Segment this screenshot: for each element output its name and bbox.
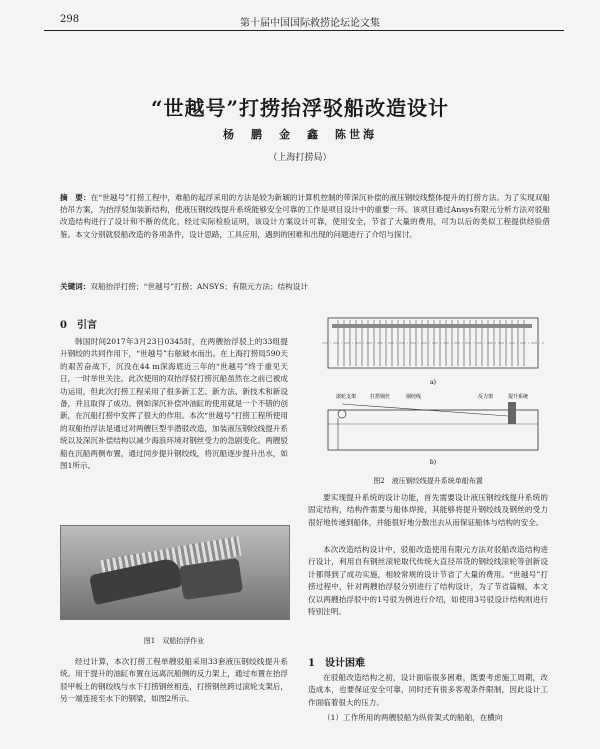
affiliation: （上海打捞局） bbox=[268, 153, 332, 163]
sub-label-a: a) bbox=[430, 379, 436, 386]
right-paragraph-1: 要实现提升系统的设计功能，首先需要设计液压钢绞线提升系统的固定结构，结构件需要与船体焊接，其能够将提升钢绞线及钢丝的受力很好地传递到船体，并能很好地分散出去从而保证船体与结构的安全。 bbox=[308, 493, 548, 527]
label-strand: 钢绞线 bbox=[406, 394, 422, 400]
page-number: 298 bbox=[60, 14, 80, 25]
section-1-paragraph-1: 在驳船改造结构之初，设计面临很多困难，既要考虑施工周期，改造成本，也要保证安全可靠，同时还有很多客观条件限制，因此设计工作面临着很大的压力。 bbox=[308, 673, 548, 707]
keywords-label: 关键词： bbox=[60, 282, 91, 291]
figure-2-svg bbox=[318, 312, 548, 472]
figure-2-caption: 图2 液压钢绞线提升系统单船布置 bbox=[373, 477, 483, 485]
reaction-frame-plan bbox=[332, 324, 532, 328]
figure-2-drawing bbox=[318, 312, 548, 472]
section-1-paragraph-2: （1）工作所用的两艘驳船为纵骨架式的船舶，在横向 bbox=[323, 713, 503, 722]
figure-1-photo bbox=[60, 525, 290, 620]
header-divider bbox=[44, 30, 564, 31]
barge-hull bbox=[179, 558, 243, 600]
running-title: 第十届中国国际救捞论坛论文集 bbox=[240, 18, 380, 29]
roller-wheel bbox=[338, 410, 346, 418]
label-salvage-wire: 打捞钢丝 bbox=[370, 394, 391, 400]
figure-1-caption: 图1 双船抬浮作业 bbox=[143, 637, 205, 645]
section-1-title: 1 设计困难 bbox=[308, 658, 365, 669]
section-0-paragraph-1: 韩国时间2017年3月23日0345时，在两艘抬浮驳上的33组提升钢绞的共同作用下，“世越号”右舷破水而出。在上海打捞局590天的艰苦奋战下，沉没在44 m深海底近三年的“世越号”终于重见天日，一时举世关注。此次使用的双抬浮驳打捞沉船虽然在之前已被成功运用，但此次打捞工程采用了很多新工艺、新方法、新技术和新设备，并且取得了成功。例如深沉补偿冲油缸的使用就是一个不错的创新，在沉船打捞中发挥了很大的作用。本次“世越号”打捞工程所使用的双船抬浮法是通过对两艘巨型半潜驳改造，加装液压钢绞线提升系统以及深沉补偿结构以减少海浪环境对钢丝受力的急剧变化。两艘驳船在沉船两侧布置，通过同步提升钢绞线，将沉船逐步提升出水，如图1所示。 bbox=[60, 337, 288, 471]
label-reaction-frame: 反力架 bbox=[478, 394, 494, 400]
label-roller-bracket: 滚轮支架 bbox=[336, 394, 357, 400]
section-0-paragraph-2: 经过计算，本次打捞工程单艘驳船采用33套液压钢绞线提升系统。用于提升的油缸布置在远离沉船侧的反力架上，通过布置在抬浮驳甲板上的钢绞线与水下打捞钢丝相连，打捞钢丝跨过滚轮支架后，另一端连接至水下的钢梁，如图2所示。 bbox=[60, 657, 288, 704]
paper-title: “世越号”打捞抬浮驳船改造设计 bbox=[150, 96, 449, 120]
abstract-label: 摘 要： bbox=[60, 193, 91, 202]
right-paragraph-2: 本次改造结构设计中，驳船改造使用有限元方法对驳船改造结构进行设计，利用自有钢丝滚轮取代传统大直径吊货的钢绞线滚轮等创新设计都得到了成功实施，相较常规的设计节省了大量的费用。“世越号”打捞过程中，针对两艘抬浮驳分别进行了结构设计，为了节省篇幅，本文仅以两艘抬浮驳中的1号驳为例进行介绍，如使用3号驳设计结构则进行特别注明。 bbox=[308, 545, 548, 617]
abstract bbox=[60, 192, 550, 241]
authors: 杨 鹏 金 鑫 陈世海 bbox=[223, 128, 377, 141]
keywords bbox=[60, 281, 550, 293]
abstract-text: 在“世越号”打捞工程中，难船的起浮采用的方法是较为新颖的计算机控制的带深沉补偿的液压钢绞线整体提升的打捞方法。为了实现双船抬吊方案，为抬浮驳加装新结构，使液压钢绞线提升系统能够安全可靠的工作是项目设计中的重要一环。该项目通过Ansys有限元分析方法对驳船改造结构进行了设计和不断的优化，经过实际检验证明，该设计方案设计可靠，使用安全，节省了大量的费用，可为以后的类似工程提供经验借鉴。本文分别就驳船改造的各项条件，设计思路，工具应用，遇到的困难和出现的问题进行了介绍与探讨。 bbox=[60, 193, 551, 239]
reaction-frame-elevation bbox=[508, 402, 516, 424]
sub-label-b: b) bbox=[429, 459, 437, 466]
keywords-text: 双船抬浮打捞；“世越号”打捞；ANSYS；有限元方法；结构设计 bbox=[90, 282, 308, 291]
label-lift-system: 提升系统 bbox=[508, 394, 529, 400]
section-0-title: 0 引言 bbox=[60, 320, 97, 331]
